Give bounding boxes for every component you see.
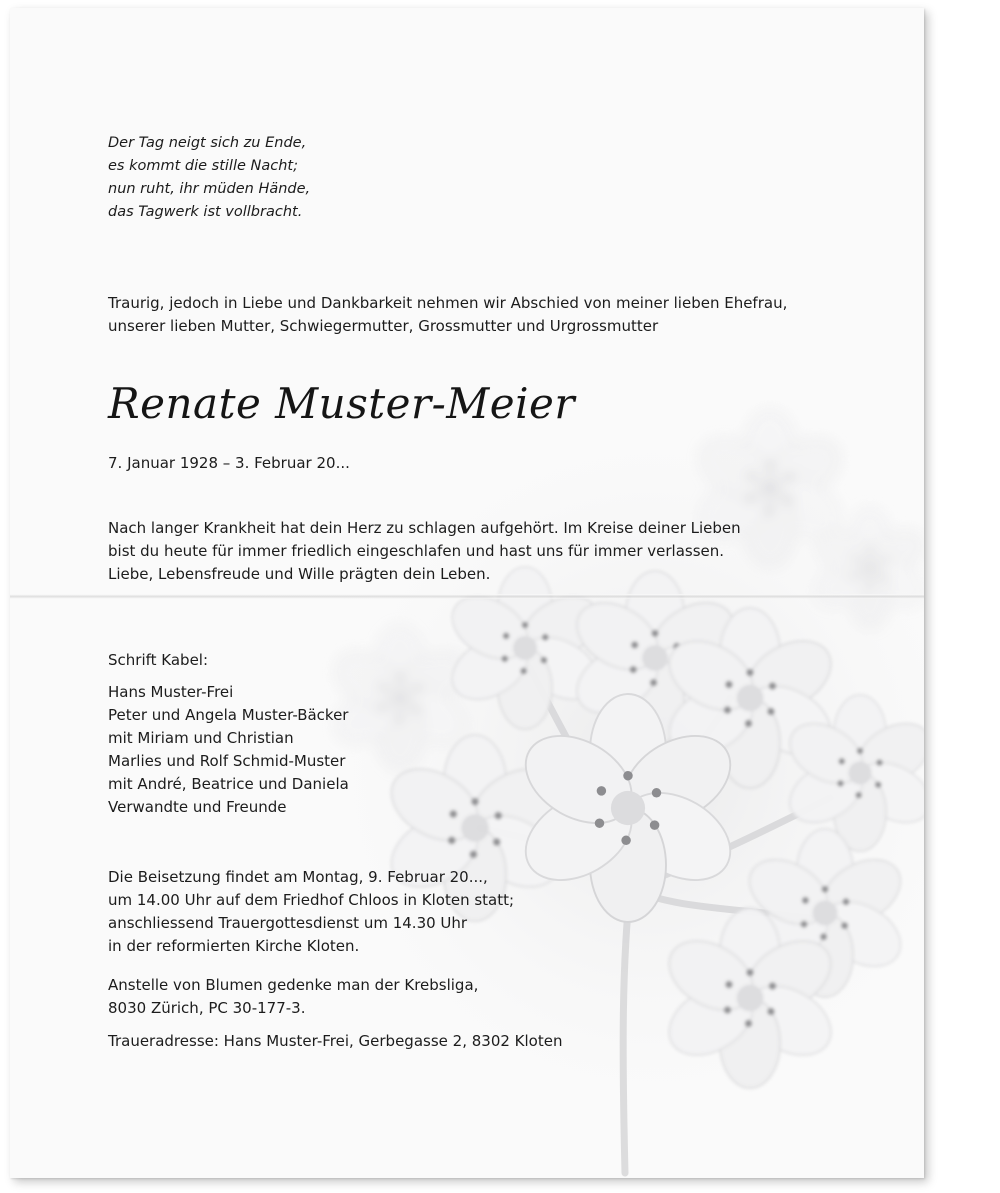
poem-line: nun ruht, ihr müden Hände,	[108, 181, 311, 197]
font-note: Schrift Kabel:	[108, 651, 209, 669]
poem	[108, 132, 310, 224]
poem-line: Der Tag neigt sich zu Ende,	[108, 135, 307, 151]
poem-line: das Tagwerk ist vollbracht.	[108, 204, 303, 220]
intro-text	[108, 292, 787, 338]
funeral-details	[108, 866, 514, 958]
message-line: Nach langer Krankheit hat dein Herz zu schlagen aufgehört. Im Kreise deiner Lieben	[108, 519, 741, 537]
mourners-list	[108, 681, 349, 819]
funeral-line: in der reformierten Kirche Kloten.	[108, 937, 360, 955]
mourning-address: Traueradresse: Hans Muster-Frei, Gerbegasse 2, 8302 Kloten	[108, 1032, 563, 1050]
donation-note	[108, 974, 478, 1020]
mourner: Marlies und Rolf Schmid-Muster	[108, 752, 346, 770]
funeral-line: anschliessend Trauergottesdienst um 14.30 Uhr	[108, 914, 468, 932]
mourner: mit Miriam und Christian	[108, 729, 294, 747]
donation-line: 8030 Zürich, PC 30-177-3.	[108, 999, 306, 1017]
message-line: bist du heute für immer friedlich eingeschlafen und hast uns für immer verlassen.	[108, 542, 725, 560]
funeral-line: Die Beisetzung findet am Montag, 9. Februar 20...,	[108, 868, 488, 886]
message-line: Liebe, Lebensfreude und Wille prägten dein Leben.	[108, 565, 491, 583]
mourner: Hans Muster-Frei	[108, 683, 234, 701]
intro-line: unserer lieben Mutter, Schwiegermutter, Grossmutter und Urgrossmutter	[108, 317, 659, 335]
life-dates: 7. Januar 1928 – 3. Februar 20...	[108, 454, 350, 472]
message-text	[108, 517, 741, 586]
obituary-card	[10, 8, 924, 1178]
funeral-line: um 14.00 Uhr auf dem Friedhof Chloos in Kloten statt;	[108, 891, 515, 909]
mourner: Verwandte und Freunde	[108, 798, 287, 816]
mourner: Peter und Angela Muster-Bäcker	[108, 706, 349, 724]
donation-line: Anstelle von Blumen gedenke man der Krebsliga,	[108, 976, 479, 994]
mourner: mit André, Beatrice und Daniela	[108, 775, 349, 793]
intro-line: Traurig, jedoch in Liebe und Dankbarkeit nehmen wir Abschied von meiner lieben Ehefrau,	[108, 294, 788, 312]
deceased-name: Renate Muster-Meier	[108, 379, 575, 428]
poem-line: es kommt die stille Nacht;	[108, 158, 298, 174]
fold-line	[10, 594, 924, 599]
